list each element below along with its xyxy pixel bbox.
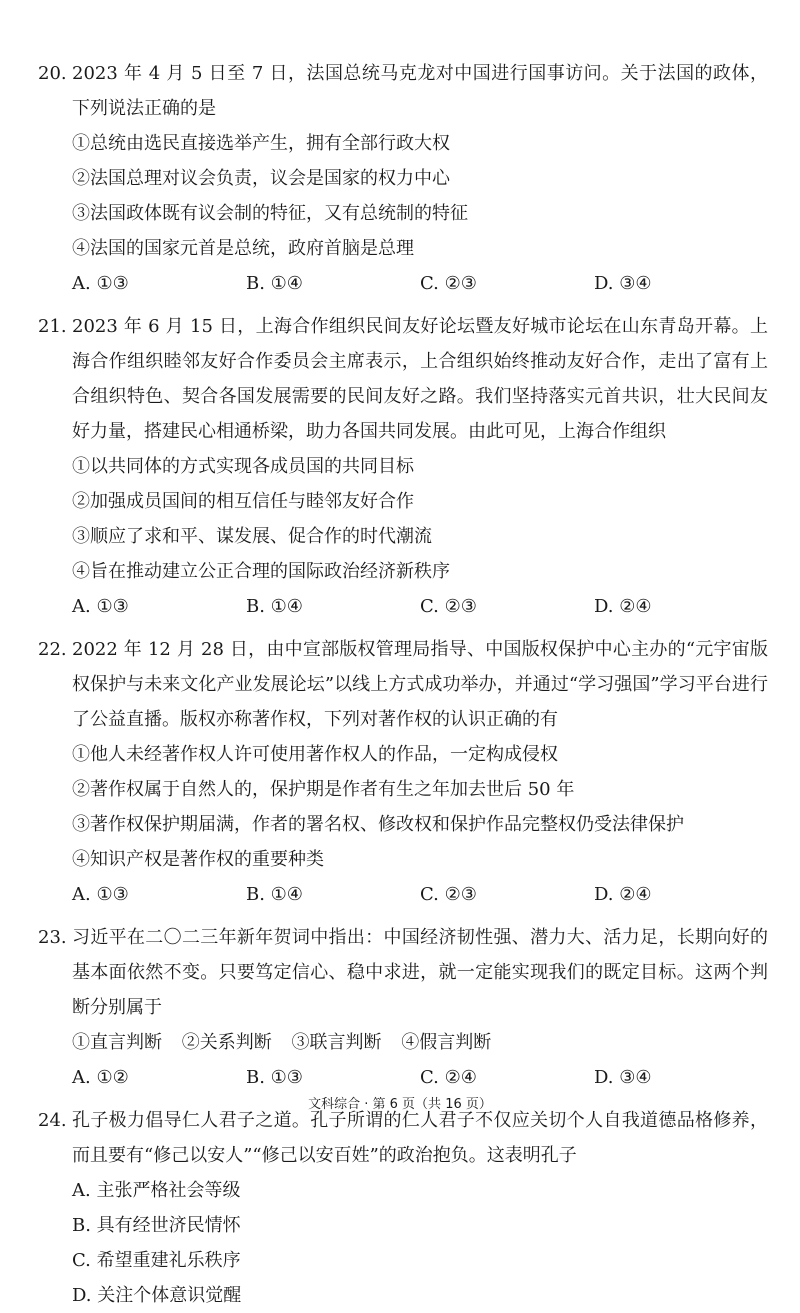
- answer-choice: A. 主张严格社会等级: [72, 1180, 241, 1201]
- answer-choice: B. ①④: [246, 596, 303, 617]
- statement-option: ①直言判断: [72, 1032, 162, 1053]
- statement-option: ②法国总理对议会负责，议会是国家的权力中心: [72, 168, 450, 189]
- answer-choice: C. ②③: [420, 596, 477, 617]
- question-22: [38, 632, 768, 912]
- statement-option: ①以共同体的方式实现各成员国的共同目标: [72, 456, 414, 477]
- answer-choice: D. ③④: [594, 273, 652, 294]
- question-number: 20.: [38, 63, 67, 84]
- answer-choice: B. ①④: [246, 884, 303, 905]
- statement-option: ③顺应了求和平、谋发展、促合作的时代潮流: [72, 526, 432, 547]
- answer-choice: B. 具有经世济民情怀: [72, 1215, 241, 1236]
- question-number: 23.: [38, 927, 67, 948]
- question-21: [38, 309, 768, 624]
- question-number: 22.: [38, 639, 67, 660]
- statement-option: ③法国政体既有议会制的特征，又有总统制的特征: [72, 203, 468, 224]
- question-24: [38, 1103, 768, 1313]
- answer-choice: A. ①②: [72, 1067, 129, 1088]
- answer-choice: C. 希望重建礼乐秩序: [72, 1250, 241, 1271]
- question-stem: 2023 年 6 月 15 日，上海合作组织民间友好论坛暨友好城市论坛在山东青岛开幕。上海合作组织睦邻友好合作委员会主席表示，上合组织始终推动友好合作，走出了富有上合组织特色、契合各国发展需要的民间友好之路。我们坚持落实元首共识，壮大民间友好力量，搭建民心相通桥梁，助力各国共同发展。由此可见，上海合作组织: [72, 316, 768, 442]
- answer-choice: B. ①③: [246, 1067, 303, 1088]
- question-20: [38, 56, 768, 301]
- answer-choice: D. 关注个体意识觉醒: [72, 1285, 242, 1306]
- question-stem: 2022 年 12 月 28 日，由中宣部版权管理局指导、中国版权保护中心主办的“元宇宙版权保护与未来文化产业发展论坛”以线上方式成功举办，并通过“学习强国”学习平台进行了公益直播。版权亦称著作权，下列对著作权的认识正确的有: [72, 639, 768, 730]
- question-stem: 习近平在二〇二三年新年贺词中指出：中国经济韧性强、潜力大、活力足，长期向好的基本面依然不变。只要笃定信心、稳中求进，就一定能实现我们的既定目标。这两个判断分别属于: [72, 927, 768, 1018]
- statement-option: ④知识产权是著作权的重要种类: [72, 849, 324, 870]
- question-stem: 2023 年 4 月 5 日至 7 日，法国总统马克龙对中国进行国事访问。关于法国的政体，下列说法正确的是: [72, 63, 768, 119]
- answer-choice: C. ②④: [420, 1067, 477, 1088]
- answer-choice: A. ①③: [72, 596, 129, 617]
- statement-option: ①他人未经著作权人许可使用著作权人的作品，一定构成侵权: [72, 744, 558, 765]
- page-footer: 文科综合 · 第 6 页（共 16 页）: [308, 1097, 492, 1112]
- answer-choice: A. ①③: [72, 273, 129, 294]
- answer-choice: B. ①④: [246, 273, 303, 294]
- statement-option: ③著作权保护期届满，作者的署名权、修改权和保护作品完整权仍受法律保护: [72, 814, 684, 835]
- statement-option: ③联言判断: [291, 1032, 382, 1053]
- question-number: 24.: [38, 1110, 67, 1131]
- answer-choice: C. ②③: [420, 273, 477, 294]
- question-stem: 孔子极力倡导仁人君子之道。孔子所谓的仁人君子不仅应关切个人自我道德品格修养，而且要有“修己以安人”“修己以安百姓”的政治抱负。这表明孔子: [72, 1110, 768, 1166]
- statement-option: ②加强成员国间的相互信任与睦邻友好合作: [72, 491, 414, 512]
- statement-option: ②关系判断: [181, 1032, 272, 1053]
- statement-option: ④旨在推动建立公正合理的国际政治经济新秩序: [72, 561, 450, 582]
- answer-choice: C. ②③: [420, 884, 477, 905]
- question-number: 21.: [38, 316, 67, 337]
- question-23: [38, 920, 768, 1095]
- statement-option: ④假言判断: [401, 1032, 492, 1053]
- statement-option: ④法国的国家元首是总统，政府首脑是总理: [72, 238, 414, 259]
- answer-choice: D. ②④: [594, 596, 652, 617]
- statement-option: ①总统由选民直接选举产生，拥有全部行政大权: [72, 133, 450, 154]
- answer-choice: D. ③④: [594, 1067, 652, 1088]
- statement-option: ②著作权属于自然人的，保护期是作者有生之年加去世后 50 年: [72, 779, 575, 800]
- answer-choice: D. ②④: [594, 884, 652, 905]
- answer-choice: A. ①③: [72, 884, 129, 905]
